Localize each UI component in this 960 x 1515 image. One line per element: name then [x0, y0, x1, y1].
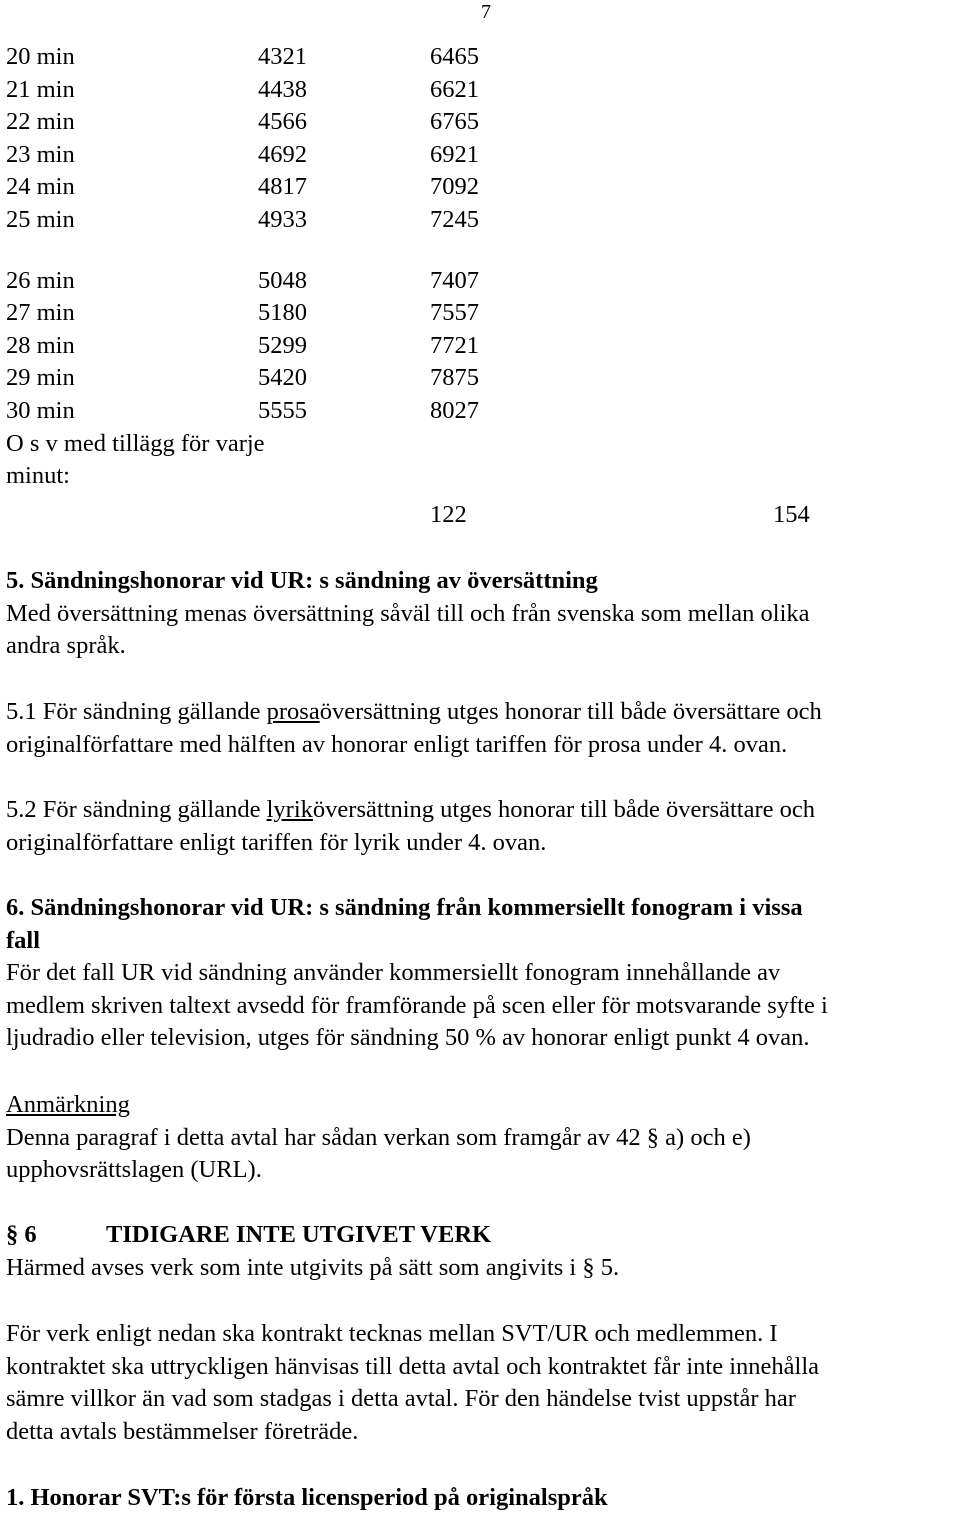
paragraph-6-symbol: § 6 — [6, 1221, 37, 1248]
section-5-2-line1 — [6, 794, 956, 827]
section-5 — [6, 565, 956, 663]
value-b-cell: 7557 — [430, 299, 479, 327]
section-5-2-post: översättning utges honorar till både översättare och — [312, 796, 815, 823]
value-a-cell: 4438 — [258, 75, 307, 103]
paragraph-6-heading — [6, 1219, 956, 1252]
duration-cell: 20 min — [6, 43, 75, 70]
note-line2: upphovsrättslagen (URL). — [6, 1156, 262, 1184]
note — [6, 1089, 956, 1187]
section-6-line3: ljudradio eller television, utges för sändning 50 % av honorar enligt punkt 4 ovan. — [6, 1024, 810, 1052]
value-a-cell: 4933 — [258, 205, 307, 233]
section-5-1-pre: 5.1 För sändning gällande — [6, 698, 267, 725]
extra-label-line1: O s v med tillägg för varje — [6, 429, 265, 457]
contract-line3: sämre villkor än vad som stadgas i detta avtal. För den händelse tvist uppstår har — [6, 1385, 796, 1413]
value-a-cell: 4692 — [258, 140, 307, 168]
page-number: 7 — [481, 1, 491, 23]
value-b-cell: 6765 — [430, 108, 479, 136]
value-b-cell: 7092 — [430, 173, 479, 201]
value-a-cell: 4321 — [258, 43, 307, 70]
section-5-heading: 5. Sändningshonorar vid UR: s sändning av översättning — [6, 567, 598, 594]
value-b-cell: 7721 — [430, 331, 479, 359]
contract-line2: kontraktet ska uttryckligen hänvisas till detta avtal och kontraktet får inte innehålla — [6, 1352, 819, 1380]
duration-cell: 23 min — [6, 140, 75, 168]
value-b-cell: 8027 — [430, 396, 479, 424]
note-label: Anmärkning — [6, 1091, 130, 1118]
section-5-2-underlined: lyrik — [266, 796, 313, 823]
section-6 — [6, 892, 956, 1055]
value-b-cell: 6621 — [430, 75, 479, 103]
final-heading: 1. Honorar SVT:s för första licensperiod på originalspråk — [6, 1484, 608, 1511]
note-line1: Denna paragraf i detta avtal har sådan verkan som framgår av 42 § a) och e) — [6, 1123, 751, 1151]
section-5-1-post: översättning utges honorar till både översättare och — [319, 698, 822, 725]
section-5-1-line1 — [6, 696, 956, 729]
value-a-cell: 5048 — [258, 266, 307, 294]
section-6-line1: För det fall UR vid sändning använder kommersiellt fonogram innehållande av — [6, 959, 781, 987]
paragraph-6 — [6, 1219, 956, 1284]
extra-label-line2: minut: — [6, 462, 70, 490]
duration-cell: 28 min — [6, 331, 75, 359]
value-b-cell: 6921 — [430, 140, 479, 168]
section-5-2-pre: 5.2 För sändning gällande — [6, 796, 267, 823]
value-a-cell: 5420 — [258, 364, 307, 392]
duration-cell: 26 min — [6, 266, 75, 294]
section-5-1-line2: originalförfattare med hälften av honorar enligt tariffen för prosa under 4. ovan. — [6, 730, 788, 758]
contract-line1: För verk enligt nedan ska kontrakt tecknas mellan SVT/UR och medlemmen. I — [6, 1320, 778, 1347]
value-a-cell: 4817 — [258, 173, 307, 201]
section-5-1 — [6, 696, 956, 761]
value-a-cell: 5299 — [258, 331, 307, 359]
paragraph-6-line1: Härmed avses verk som inte utgivits på sätt som angivits i § 5. — [6, 1253, 620, 1281]
section-5-1-underlined: prosa — [266, 698, 320, 725]
section-5-line2: andra språk. — [6, 632, 126, 660]
section-5-line1: Med översättning menas översättning såväl till och från svenska som mellan olika — [6, 599, 810, 627]
section-6-line2: medlem skriven taltext avsedd för framförande på scen eller för motsvarande syfte i — [6, 991, 828, 1019]
extra-value-a: 122 — [430, 500, 467, 528]
value-a-cell: 5555 — [258, 396, 307, 424]
extra-value-b: 154 — [773, 500, 810, 528]
value-b-cell: 7875 — [430, 364, 479, 392]
section-6-heading-line2: fall — [6, 926, 41, 954]
section-5-2 — [6, 794, 956, 859]
duration-cell: 30 min — [6, 396, 75, 424]
contract-paragraph — [6, 1318, 956, 1448]
duration-cell: 21 min — [6, 75, 75, 103]
section-5-2-line2: originalförfattare enligt tariffen för lyrik under 4. ovan. — [6, 828, 547, 856]
paragraph-6-title: TIDIGARE INTE UTGIVET VERK — [106, 1221, 492, 1248]
duration-cell: 22 min — [6, 108, 75, 136]
duration-cell: 25 min — [6, 205, 75, 233]
value-b-cell: 7245 — [430, 205, 479, 233]
value-a-cell: 5180 — [258, 299, 307, 327]
duration-cell: 27 min — [6, 299, 75, 327]
duration-cell: 29 min — [6, 364, 75, 392]
value-a-cell: 4566 — [258, 108, 307, 136]
duration-cell: 24 min — [6, 173, 75, 201]
value-b-cell: 7407 — [430, 266, 479, 294]
section-6-heading-line1: 6. Sändningshonorar vid UR: s sändning från kommersiellt fonogram i vissa — [6, 894, 803, 921]
value-b-cell: 6465 — [430, 43, 479, 70]
contract-line4: detta avtals bestämmelser företräde. — [6, 1417, 359, 1445]
